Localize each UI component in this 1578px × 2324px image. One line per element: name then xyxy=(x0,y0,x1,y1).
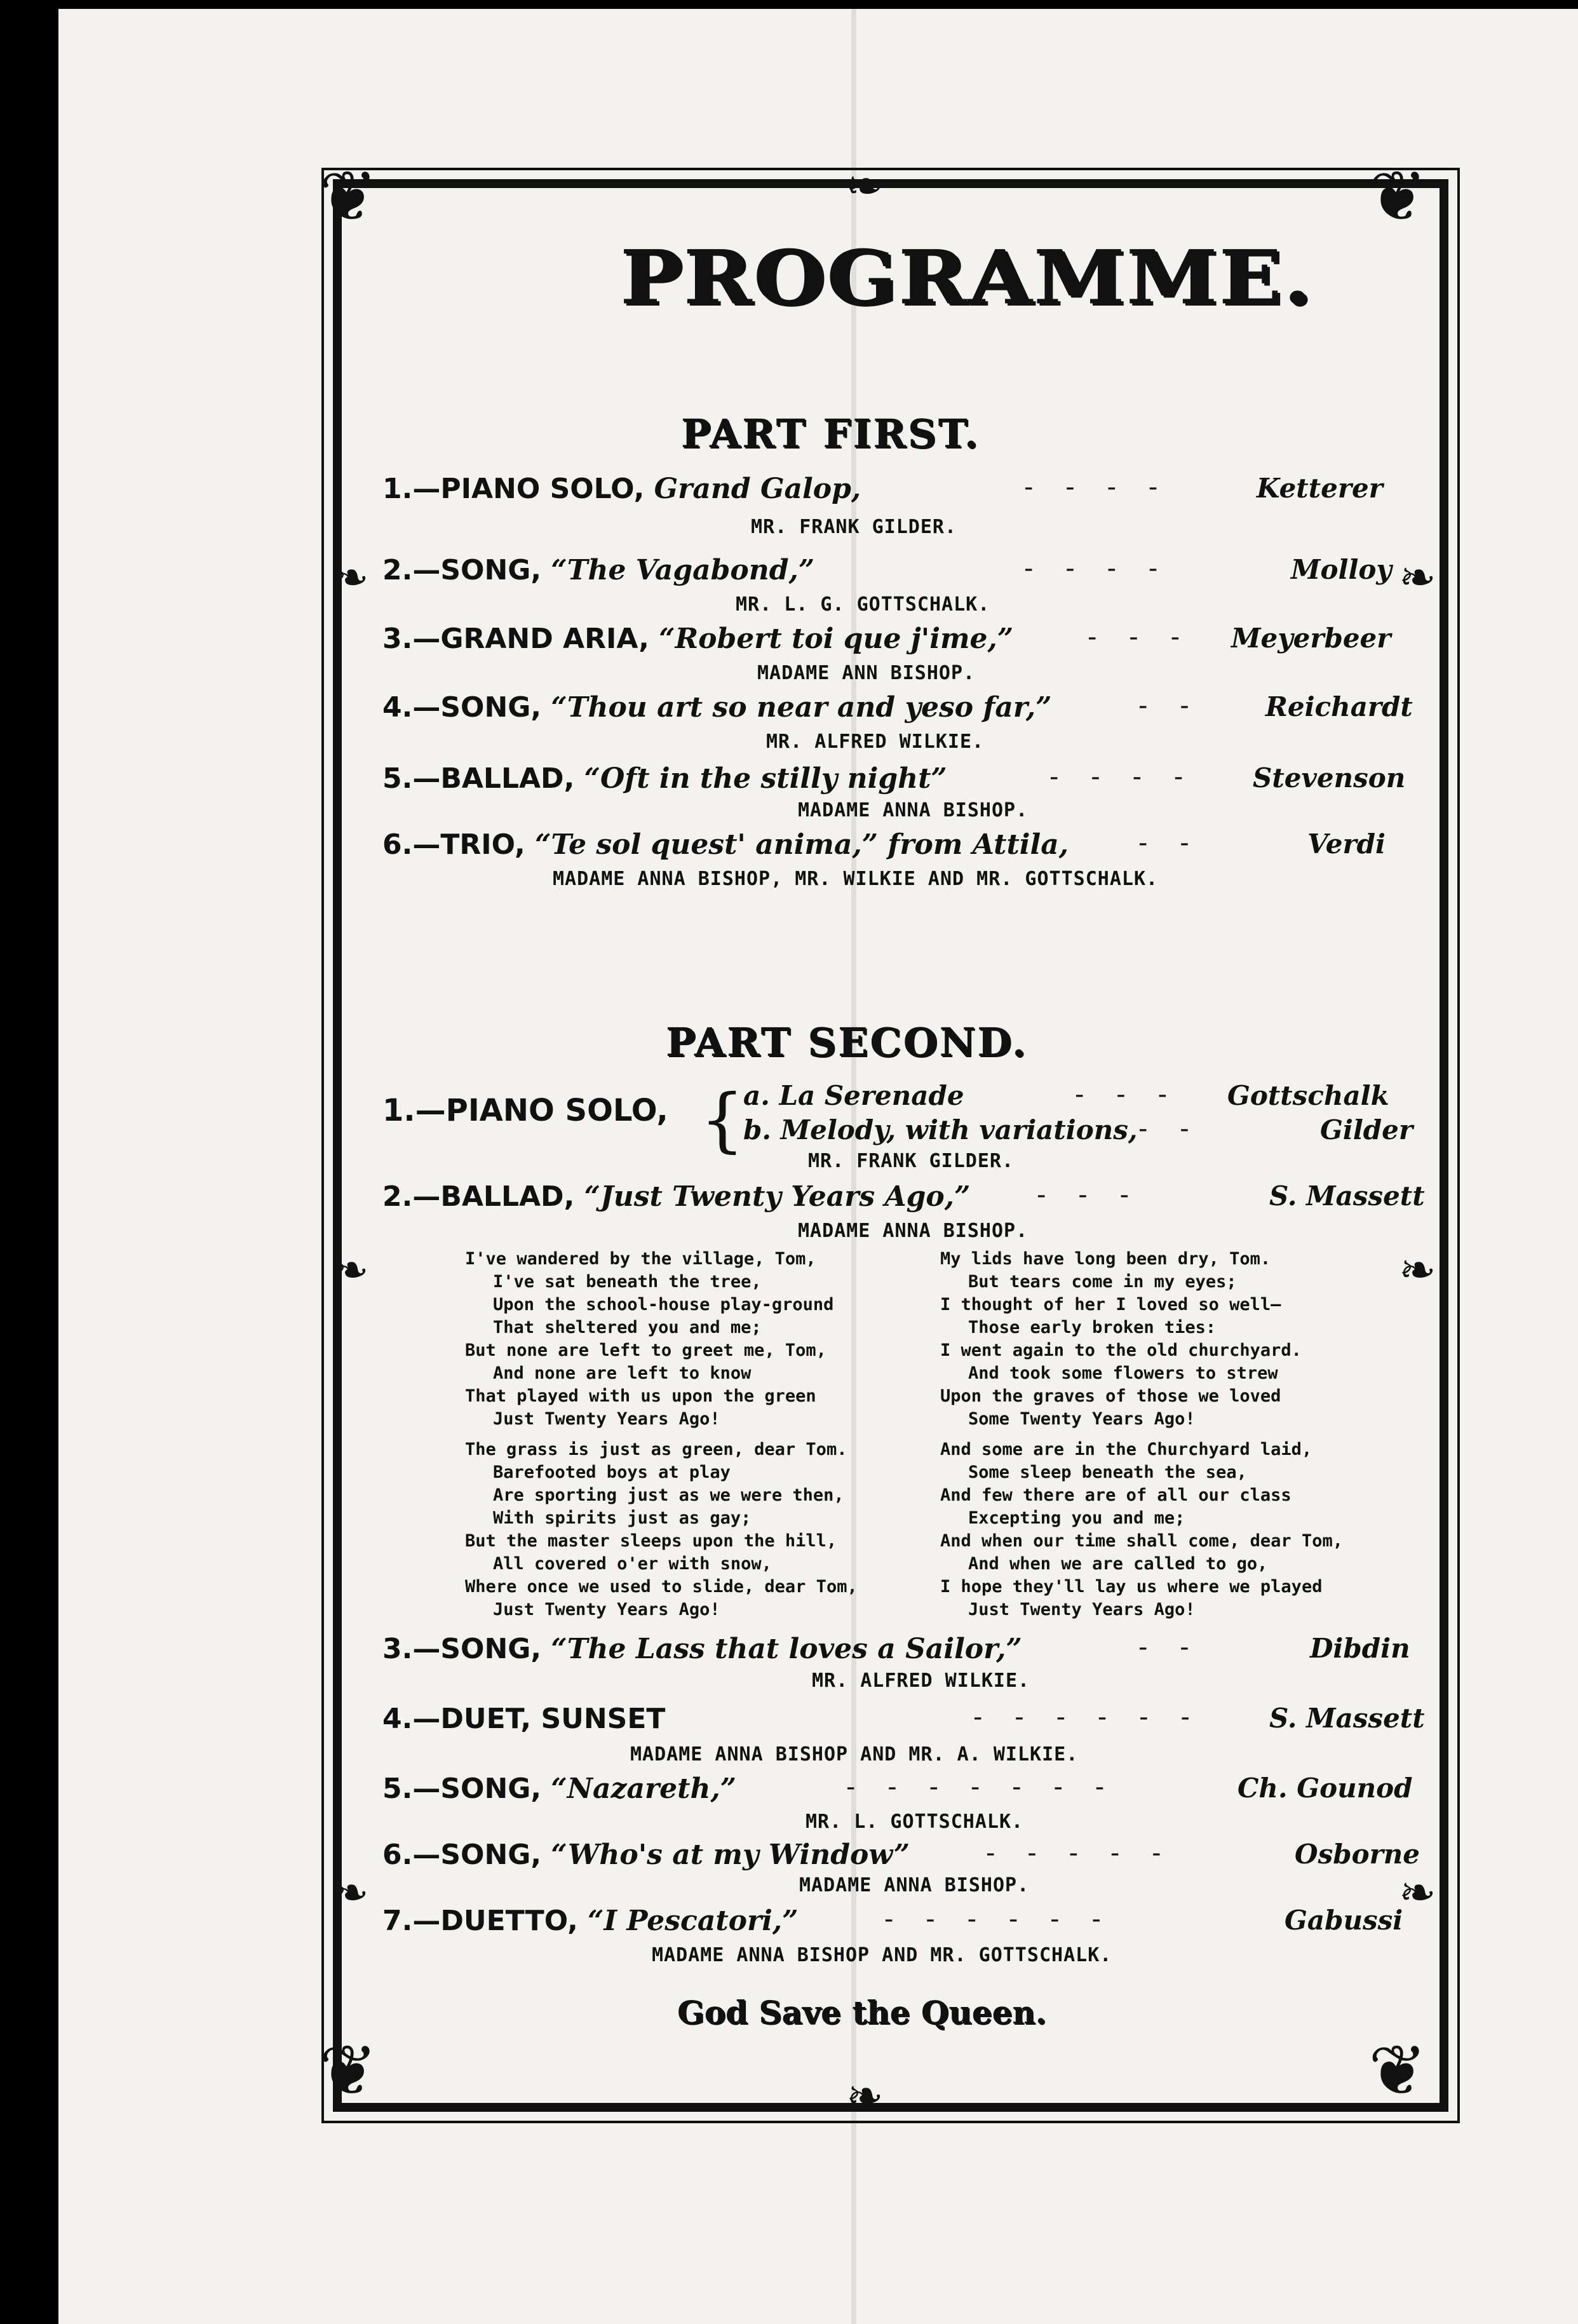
leader-dots: - - - - - - xyxy=(884,1905,1101,1934)
programme-item: 1.—PIANO SOLO, Grand Galop, xyxy=(382,473,861,505)
leader-dots: - - - - - xyxy=(986,1839,1161,1868)
lyrics-verse-3: The grass is just as green, dear Tom. Barefooted boys at play Are sporting just as we were then, With spirits just as gay; But the master sleeps upon the hill, All covered o'er with snow, Where once we used to slide, dear Tom, Just Twenty Years Ago! xyxy=(465,1440,858,1619)
top-center-flourish: ❧ xyxy=(846,160,884,212)
composer: Dibdin xyxy=(1310,1633,1410,1664)
page-title: PROGRAMME. xyxy=(620,233,1314,321)
composer: Ch. Gounod xyxy=(1237,1773,1413,1804)
composer: Molloy xyxy=(1291,554,1392,585)
performer: MADAME ANNA BISHOP AND MR. GOTTSCHALK. xyxy=(652,1944,1112,1966)
programme-item: 7.—DUETTO, “I Pescatori,” xyxy=(382,1905,799,1937)
right-edge-flourish-2: ❧ xyxy=(1399,1244,1436,1296)
leader-dots: - - xyxy=(1138,1633,1189,1662)
performer: MADAME ANNA BISHOP. xyxy=(799,1874,1030,1896)
composer: Verdi xyxy=(1307,828,1386,860)
leader-dots: - - xyxy=(1138,1114,1189,1144)
closing-line: God Save the Queen. xyxy=(677,1994,1047,2031)
programme-item: 1.—PIANO SOLO, xyxy=(382,1093,668,1128)
right-edge-flourish-3: ❧ xyxy=(1399,1867,1436,1919)
programme-item: 3.—GRAND ARIA, “Robert toi que j'ime,” xyxy=(382,623,1014,655)
corner-flourish-bottom-left: ❦ xyxy=(319,2030,378,2111)
programme-item: 4.—DUET, SUNSET xyxy=(382,1703,666,1735)
performer: MR. FRANK GILDER. xyxy=(751,516,957,538)
performer: MR. L. G. GOTTSCHALK. xyxy=(736,593,990,616)
leader-dots: - - - - xyxy=(1024,554,1158,583)
corner-flourish-bottom-right: ❦ xyxy=(1368,2030,1427,2111)
programme-item: 6.—SONG, “Who's at my Window” xyxy=(382,1839,910,1871)
programme-item: 2.—SONG, “The Vagabond,” xyxy=(382,554,815,586)
left-edge-flourish-2: ❧ xyxy=(332,1244,369,1296)
leader-dots: - - - - xyxy=(1024,473,1158,502)
left-edge-flourish-1: ❧ xyxy=(332,551,369,604)
leader-dots: - - - - - - xyxy=(973,1703,1190,1732)
brace: { xyxy=(700,1079,745,1160)
performer: MR. L. GOTTSCHALK. xyxy=(806,1811,1024,1833)
corner-flourish-top-right: ❦ xyxy=(1368,156,1427,237)
performer: MR. ALFRED WILKIE. xyxy=(766,731,985,753)
paper-sheet xyxy=(58,9,1578,2324)
programme-item: 4.—SONG, “Thou art so near and yeso far,” xyxy=(382,691,1052,724)
sub-item-a: a. La Serenade xyxy=(743,1080,964,1111)
right-edge-flourish-1: ❧ xyxy=(1399,551,1436,604)
composer: Stevenson xyxy=(1253,762,1406,794)
programme-item: 2.—BALLAD, “Just Twenty Years Ago,” xyxy=(382,1180,971,1213)
performer: MR. FRANK GILDER. xyxy=(808,1150,1015,1172)
leader-dots: - - - xyxy=(1037,1180,1130,1210)
sub-item-b: b. Melody, with variations, xyxy=(743,1114,1138,1145)
composer: Ketterer xyxy=(1257,473,1383,504)
performer: MADAME ANNA BISHOP. xyxy=(798,799,1028,821)
performer: MADAME ANNA BISHOP. xyxy=(798,1220,1028,1242)
leader-dots: - - xyxy=(1138,828,1189,858)
composer: Reichardt xyxy=(1265,691,1413,722)
performer: MADAME ANNA BISHOP, MR. WILKIE AND MR. GOTTSCHALK. xyxy=(553,868,1159,890)
lyrics-verse-2: My lids have long been dry, Tom. But tears come in my eyes; I thought of her I loved so well— Those early broken ties: I went again to the old churchyard. And took some flowers to strew Upon the graves of those we loved Some Twenty Years Ago! xyxy=(940,1249,1302,1429)
composer: Gabussi xyxy=(1285,1905,1403,1936)
programme-item: 5.—SONG, “Nazareth,” xyxy=(382,1773,737,1805)
lyrics-verse-1: I've wandered by the village, Tom, I've sat beneath the tree, Upon the school-house play-ground That sheltered you and me; But none are left to greet me, Tom, And none are left to know That played with us upon the green Just Twenty Years Ago! xyxy=(465,1249,834,1429)
programme-item: 5.—BALLAD, “Oft in the stilly night” xyxy=(382,762,947,795)
part-first-heading: PART FIRST. xyxy=(681,410,980,457)
bottom-center-flourish: ❧ xyxy=(846,2070,884,2122)
performer: MADAME ANNA BISHOP AND MR. A. WILKIE. xyxy=(630,1743,1079,1766)
corner-flourish-top-left: ❦ xyxy=(319,156,378,237)
composer: Gottschalk xyxy=(1227,1080,1389,1111)
leader-dots: - - xyxy=(1138,691,1189,720)
lyrics-verse-4: And some are in the Churchyard laid, Some sleep beneath the sea, And few there are of all our class Excepting you and me; And when our time shall come, dear Tom, And when we are called to go, I hope they'll lay us where we played Just Twenty Years Ago! xyxy=(940,1440,1343,1619)
leader-dots: - - - xyxy=(1088,623,1180,652)
performer: MADAME ANN BISHOP. xyxy=(757,662,976,684)
composer: Gilder xyxy=(1320,1114,1413,1145)
composer: Osborne xyxy=(1295,1839,1420,1870)
leader-dots: - - - xyxy=(1075,1080,1168,1109)
performer: MR. ALFRED WILKIE. xyxy=(812,1670,1030,1692)
leader-dots: - - - - - - - xyxy=(846,1773,1105,1802)
composer: Meyerbeer xyxy=(1231,623,1391,654)
programme-item: 6.—TRIO, “Te sol quest' anima,” from Attila, xyxy=(382,828,1069,861)
composer: S. Massett xyxy=(1269,1180,1425,1212)
programme-item: 3.—SONG, “The Lass that loves a Sailor,” xyxy=(382,1633,1022,1665)
left-edge-flourish-3: ❧ xyxy=(332,1867,369,1919)
composer: S. Massett xyxy=(1269,1703,1425,1734)
part-second-heading: PART SECOND. xyxy=(666,1019,1028,1065)
leader-dots: - - - - xyxy=(1049,762,1184,792)
